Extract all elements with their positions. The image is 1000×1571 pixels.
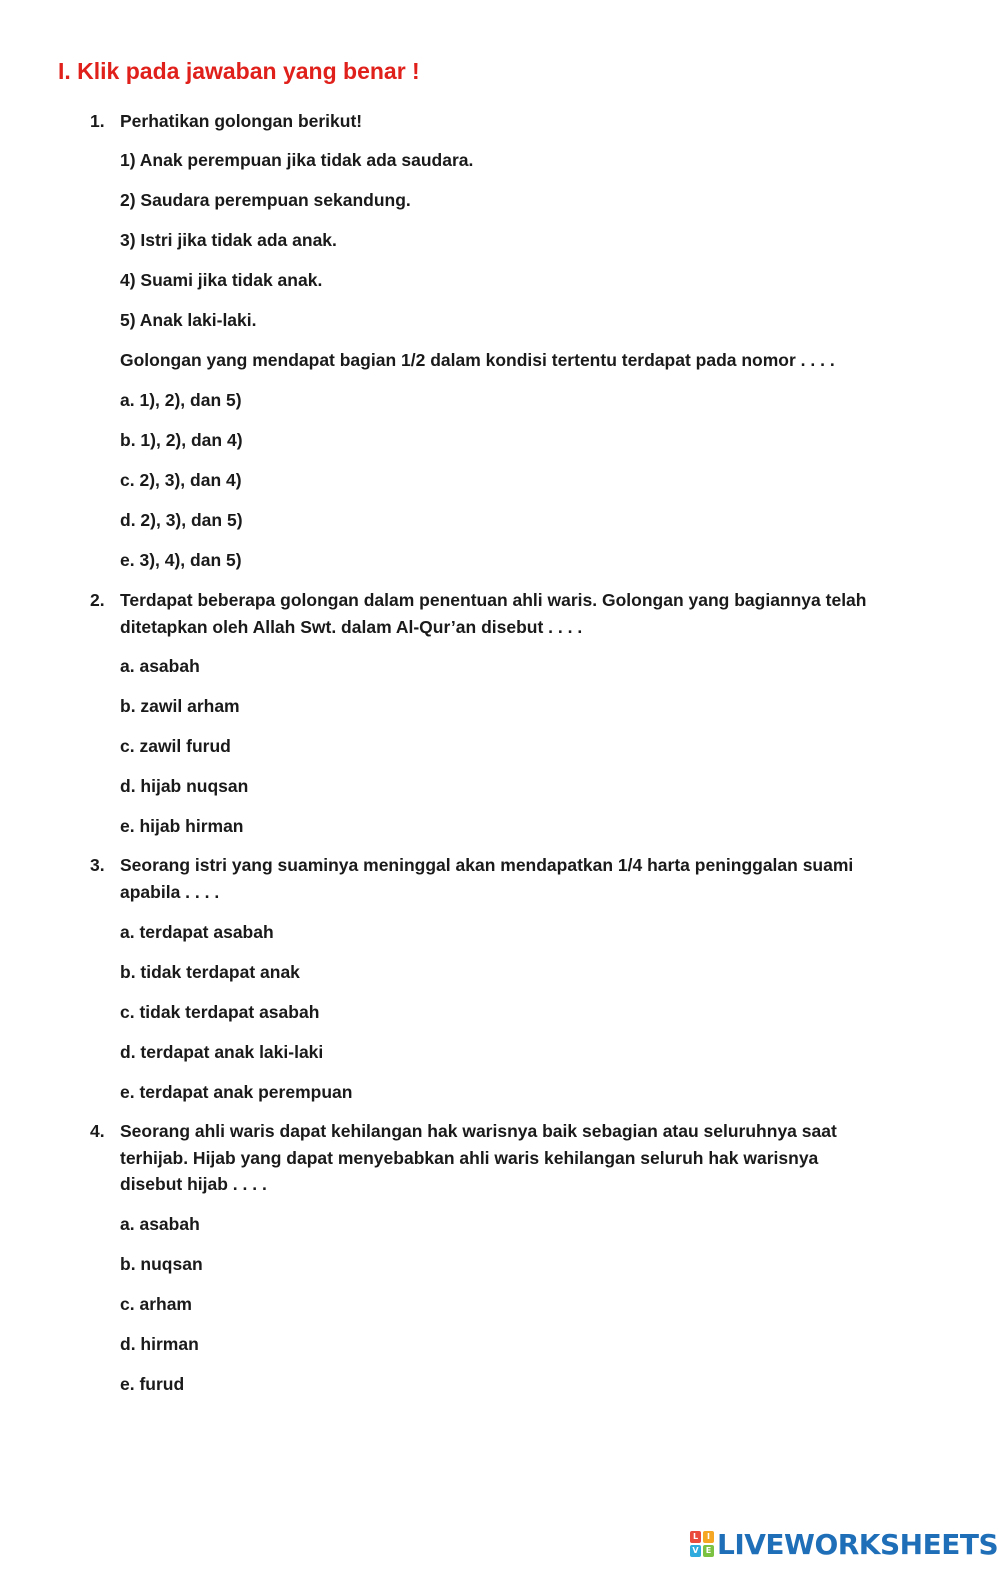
question-3-option-a[interactable]: a. terdapat asabah [120, 922, 274, 942]
logo-letter-v: V [690, 1545, 701, 1557]
question-1-item-1: 1) Anak perempuan jika tidak ada saudara. [120, 150, 474, 170]
question-1-option-e[interactable]: e. 3), 4), dan 5) [120, 550, 242, 570]
logo-letter-e: E [703, 1545, 714, 1557]
question-3-option-b[interactable]: b. tidak terdapat anak [120, 962, 300, 982]
logo-letter-l: L [690, 1531, 701, 1543]
question-2-option-d[interactable]: d. hijab nuqsan [120, 776, 249, 796]
question-1-option-a[interactable]: a. 1), 2), dan 5) [120, 390, 242, 410]
question-1-number: 1. [90, 111, 105, 131]
question-4-number: 4. [90, 1121, 105, 1141]
question-1-item-4: 4) Suami jika tidak anak. [120, 270, 323, 290]
question-1-option-b[interactable]: b. 1), 2), dan 4) [120, 430, 243, 450]
question-2-option-b[interactable]: b. zawil arham [120, 696, 240, 716]
question-1-item-5: 5) Anak laki-laki. [120, 310, 257, 330]
logo-letter-i: I [703, 1531, 714, 1543]
section-title: I. Klik pada jawaban yang benar ! [58, 58, 420, 84]
question-4-stem: Seorang ahli waris dapat kehilangan hak warisnya baik sebagian atau seluruhnya saat terhijab. Hijab yang dapat menyebabkan ahli waris kehilangan seluruh hak warisnya disebut hijab . . . . [120, 1121, 837, 1194]
question-1-item-2: 2) Saudara perempuan sekandung. [120, 190, 411, 210]
question-4-option-a[interactable]: a. asabah [120, 1214, 200, 1234]
question-2-option-e[interactable]: e. hijab hirman [120, 816, 244, 836]
question-4-option-b[interactable]: b. nuqsan [120, 1254, 203, 1274]
question-2-number: 2. [90, 590, 105, 610]
question-4-option-e[interactable]: e. furud [120, 1374, 185, 1394]
question-1-prompt: Golongan yang mendapat bagian 1/2 dalam kondisi tertentu terdapat pada nomor . . . . [120, 350, 835, 370]
question-3-number: 3. [90, 855, 105, 875]
question-1-option-c[interactable]: c. 2), 3), dan 4) [120, 470, 242, 490]
question-2-option-c[interactable]: c. zawil furud [120, 736, 231, 756]
liveworksheets-logo-icon [690, 1531, 714, 1557]
question-3-stem: Seorang istri yang suaminya meninggal akan mendapatkan 1/4 harta peninggalan suami apabila . . . . [120, 855, 854, 902]
liveworksheets-brand [690, 1524, 998, 1564]
question-3-option-c[interactable]: c. tidak terdapat asabah [120, 1002, 320, 1022]
question-2-stem: Terdapat beberapa golongan dalam penentuan ahli waris. Golongan yang bagiannya telah ditetapkan oleh Allah Swt. dalam Al-Qur’an disebut . . . . [120, 590, 867, 637]
question-1-stem: Perhatikan golongan berikut! [120, 111, 363, 131]
question-4-option-c[interactable]: c. arham [120, 1294, 192, 1314]
question-1-item-3: 3) Istri jika tidak ada anak. [120, 230, 337, 250]
question-1-option-d[interactable]: d. 2), 3), dan 5) [120, 510, 243, 530]
question-3-option-d[interactable]: d. terdapat anak laki-laki [120, 1042, 324, 1062]
liveworksheets-wordmark: LIVEWORKSHEETS [717, 1527, 999, 1561]
question-4-option-d[interactable]: d. hirman [120, 1334, 199, 1354]
question-2-option-a[interactable]: a. asabah [120, 656, 200, 676]
question-3-option-e[interactable]: e. terdapat anak perempuan [120, 1082, 353, 1102]
